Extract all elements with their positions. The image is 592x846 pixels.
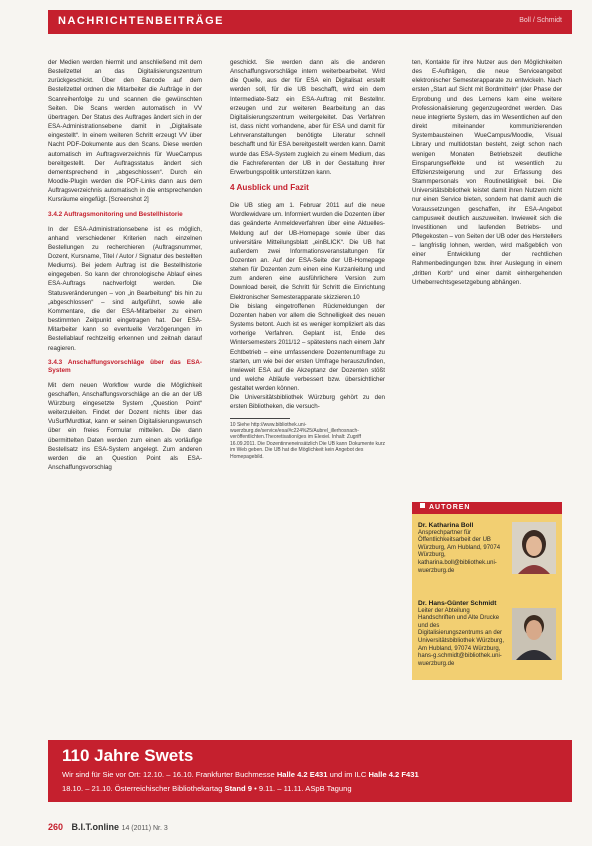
ad-text: • 9.11. – 11.11. ASpB Tagung bbox=[251, 784, 352, 793]
ad-text: und im ILC bbox=[327, 770, 369, 779]
ad-text: Wir sind für Sie vor Ort: 12.10. – 16.10. Frankfurter Buchmesse bbox=[62, 770, 277, 779]
author-photo-schmidt bbox=[512, 608, 556, 660]
paragraph: geschickt. Sie werden dann als die anderen Anschaffungsvorschläge intern weiterbearbeitet. Wird die Quelle, aus der für ESA ein Digitalisat erstellt werden soll, für die UB beschafft, wird ein dem Intermediate-Satz ein ESA-Auftrag mit Bestellnr. erzeugen und zur weiteren Bearbeitung an das Digitalisierungszentrum weitergeleitet. Das Verfahren ist, dass nicht vorhandene, aber für ESA und damit für Lehrveranstaltungen benötigte Literatur schnell beschafft und für ESA bereitgestellt werden kann. Damit wurde das ESA-System zugleich zu einem Medium, das die Fachreferenten der UB in der Gestaltung ihrer Erwerbungspolitik unterstützen kann. bbox=[230, 59, 385, 176]
section-title: NACHRICHTENBEITRÄGE bbox=[58, 15, 224, 27]
paragraph: In der ESA-Administrationsebene ist es möglich, anhand verschiedener Kriterien nach einzelnen Bestellungen zu recherchieren (Auftragsnummer, Dozent, Kursname, Titel / Autor / Signatur des bestellten Mediums). Bei jedem Auftrag ist die Bestellhistorie eingegeben. So kann der chronologische Ablauf eines ESA-Auftrags nachverfolgt werden. Die Statusveränderungen – von „in Bearbeitung“ bis hin zu „abgeschlossen“ – sind aufgeführt, sowie alle Kommentare, die der ESA-Mitarbeiter zu einem bestimmten Zeitpunkt eingetragen hat. Der ESA-Mitarbeiter kann so eventuelle Verzögerungen im Bestellablauf rechtzeitig erkennen und zeitnah darauf reagieren. bbox=[48, 225, 202, 352]
ad-line bbox=[62, 784, 352, 793]
paragraph: ten, Kontakte für ihre Nutzer aus den Möglichkeiten des E-Aufträgen, die neue Serviceangebot elektronischer Semesterapparate zu entwickeln. Nach ersten „Start auf Sicht mit Bordmitteln“ (der Phase der Erprobung und des Lernens kam eine weitere Professionalisierung gegenzugeordnet werden. Das neue integrierte System, das im Wesentlichen auf den direkt miteinander kommunizierenden Systembausteinen WueCampus/Moodle, Visual Library und multidotstan besteht, zeigt schon nach wenigen Monaten Betriebszeit deutliche Einsparungseffekte und ist wesentlich zu Effizienzsteigerung und zur Erfassung des Stammpersonals von Routinetätigkeit bei. Die Universitätsbibliothek leistet damit ihren Nutzern nicht nur einen Service bieten, sondern hat damit auch die Voraussetzungen geschaffen, ihr ESA-Angebot campusweit deutlich auszuweiten. Inwieweit sich die Investitionen und laufenden Betriebs- und Pflegekosten – von Seiten der UB oder des Herstellers – langfristig lohnen, werden, wird maßgeblich von einer Entwicklung der rechtlichen Rahmenbedingungen bzw. ihrer Auslegung in einem „dritten Korb“ und einer damit einhergehenden Urheberrechtsgesetzgebung abhängen. bbox=[412, 59, 562, 286]
column-1 bbox=[48, 58, 202, 472]
column-2 bbox=[230, 58, 385, 460]
square-bullet-icon bbox=[420, 503, 425, 508]
author-name: Dr. Hans-Günter Schmidt bbox=[418, 600, 497, 607]
page-footer bbox=[48, 822, 168, 832]
subheading-3-4-2: 3.4.2 Auftragsmonitoring und Bestellhistorie bbox=[48, 210, 183, 218]
author-photo-boll bbox=[512, 522, 556, 574]
column-3 bbox=[412, 58, 562, 287]
paragraph: Mit dem neuen Workflow wurde die Möglichkeit geschaffen, Anschaffungsvorschläge an die an der UB Würzburg eingesetzte System „Question Point“ weiterzuleiten. Findet der Dozent nichts über das VuSurfMurdtkat, kann er seinen Digitalisierungswunsch über ein freies Formular mitteilen. Die dann übermittelten Daten werden zum einen als vorläufige Bestellsatz ins ESA-System angelegt. Zum anderen werden die an Question Point als ESA-Anschaffungsvorschlag bbox=[48, 381, 202, 472]
footnote: 10 Siehe http://www.bibliothek.uni-wuerzburg.de/service/esa/#c224%25/Aubrel_illerhosnach-veröffentlichten.Theoretisation/ges im Elexiel. Inhalt: Zugriff 16.09.2011. Die Dozentinneneinsätzlich Die UB kann Dokumente kurz im Web geben. Die UB hat die Möglichkeit kein Angebot des Homepagebild. bbox=[230, 421, 385, 460]
footnote-divider bbox=[230, 418, 290, 419]
authors-heading-label: AUTOREN bbox=[429, 504, 471, 511]
ad-title: 110 Jahre Swets bbox=[62, 746, 194, 765]
section-header-bar bbox=[48, 10, 572, 34]
paragraph: Die Universitätsbibliothek Würzburg gehört zu den ersten Bibliotheken, die versuch- bbox=[230, 394, 385, 411]
author-details: Ansprechpartner für Öffentlichkeitsarbeit der UB Würzburg, Am Hubland, 97074 Würzburg, katharina.boll@bibliothek.uni-wuerzburg.de bbox=[418, 529, 501, 574]
page-number: 260 bbox=[48, 822, 64, 832]
authors-box bbox=[412, 502, 562, 680]
header-authors: Boll / Schmidt bbox=[519, 17, 562, 24]
swets-advertisement bbox=[48, 740, 572, 802]
ad-booth: Halle 4.2 F431 bbox=[368, 770, 419, 779]
paragraph: der Medien werden hiermit und anschließend mit dem Bestellzettel an das Digitalisierungszentrum zurückgeschickt. Über den Barcode auf dem Bestellzettel ordnen die Mitarbeiter die Aufträge in der Scanreihenfolge zu und scannen die gewünschten Seiten. Die Scans werden automatisch in VV übertragen. Der Status des Auftrages ändert sich in der ESA-Administrationsebene damit in „Digitalisate eingestellt“. In einem weiteren Schritt erzeugt VV über Nacht PDF-Dokumente aus den Scans. Diese werden automatisch im Auftragsverzeichnis für WueCampus bereitgestellt. Der Auftragsstatus ändert sich dementsprechend in „abgeschlossen“. Durch ein Moodle-Plugin werden die PDF-Links dann aus dem Auftragsverzeichnis automatisch in die entsprechenden Kursräume eingefügt. [Screenshot 2] bbox=[48, 59, 202, 204]
ad-text: 18.10. – 21.10. Österreichischer Bibliothekartag bbox=[62, 784, 225, 793]
ad-booth: Stand 9 bbox=[224, 784, 252, 793]
heading-ausblick: 4 Ausblick und Fazit bbox=[230, 183, 309, 193]
author-name: Dr. Katharina Boll bbox=[418, 522, 474, 529]
magazine-name: B.I.T.online bbox=[71, 822, 120, 832]
author-details: Leiter der Abteilung Handschriften und Alte Drucke und des Digitalisierungszentrums an der Universitätsbibliothek Würzburg, Am Hubland, 97074 Würzburg, hans-g.schmidt@bibliothek.uni-wuerzburg.de bbox=[418, 607, 505, 667]
author-entry bbox=[418, 522, 506, 575]
ad-line bbox=[62, 770, 419, 779]
subheading-3-4-3: 3.4.3 Anschaffungsvorschläge über das ESA-System bbox=[48, 358, 202, 374]
paragraph: Die UB stieg am 1. Februar 2011 auf die neue Wordlewidvare um. Informiert wurden die Dozenten über das geänderte Anmeldeverfahren über eine Aktuelles-Meldung auf der UB-Homepage sowie über das universitäre Mitteilungsblatt „einBLICK“. Die UB hat außerdem zwei Informationsveranstaltungen für Dozenten an. Auf der ESA-Seite der UB-Homepage stehen für Dozenten zum einen eine Kurzanleitung und zum anderen eine ausführlichere Version zum Download bereit, die Schritt für Schritt die Einrichtung Elektronischer Semesterapparate skizzieren.10 bbox=[230, 202, 385, 301]
author-entry bbox=[418, 600, 506, 668]
paragraph: Die bislang eingetroffenen Rückmeldungen der Dozenten haben vor allem die Schnelligkeit des neuen Systems betont. Auch ist es weniger kompliziert als das vorherige Verfahren. Geplant ist, Ende des Wintersemesters 2011/12 – spätestens nach einem Jahr Echtbetrieb – eine umfassendere Dozentenumfrage zu starten, um wie bei der ersten Umfrage herauszufinden, inwieweit ESA auf die Akzeptanz der Dozenten stößt und welche Abläufe verbessert bzw. übersichtlicher gestaltet werden können. bbox=[230, 302, 385, 393]
authors-heading bbox=[412, 502, 562, 514]
ad-booth: Halle 4.2 E431 bbox=[276, 770, 328, 779]
issue-info: 14 (2011) Nr. 3 bbox=[121, 825, 168, 832]
